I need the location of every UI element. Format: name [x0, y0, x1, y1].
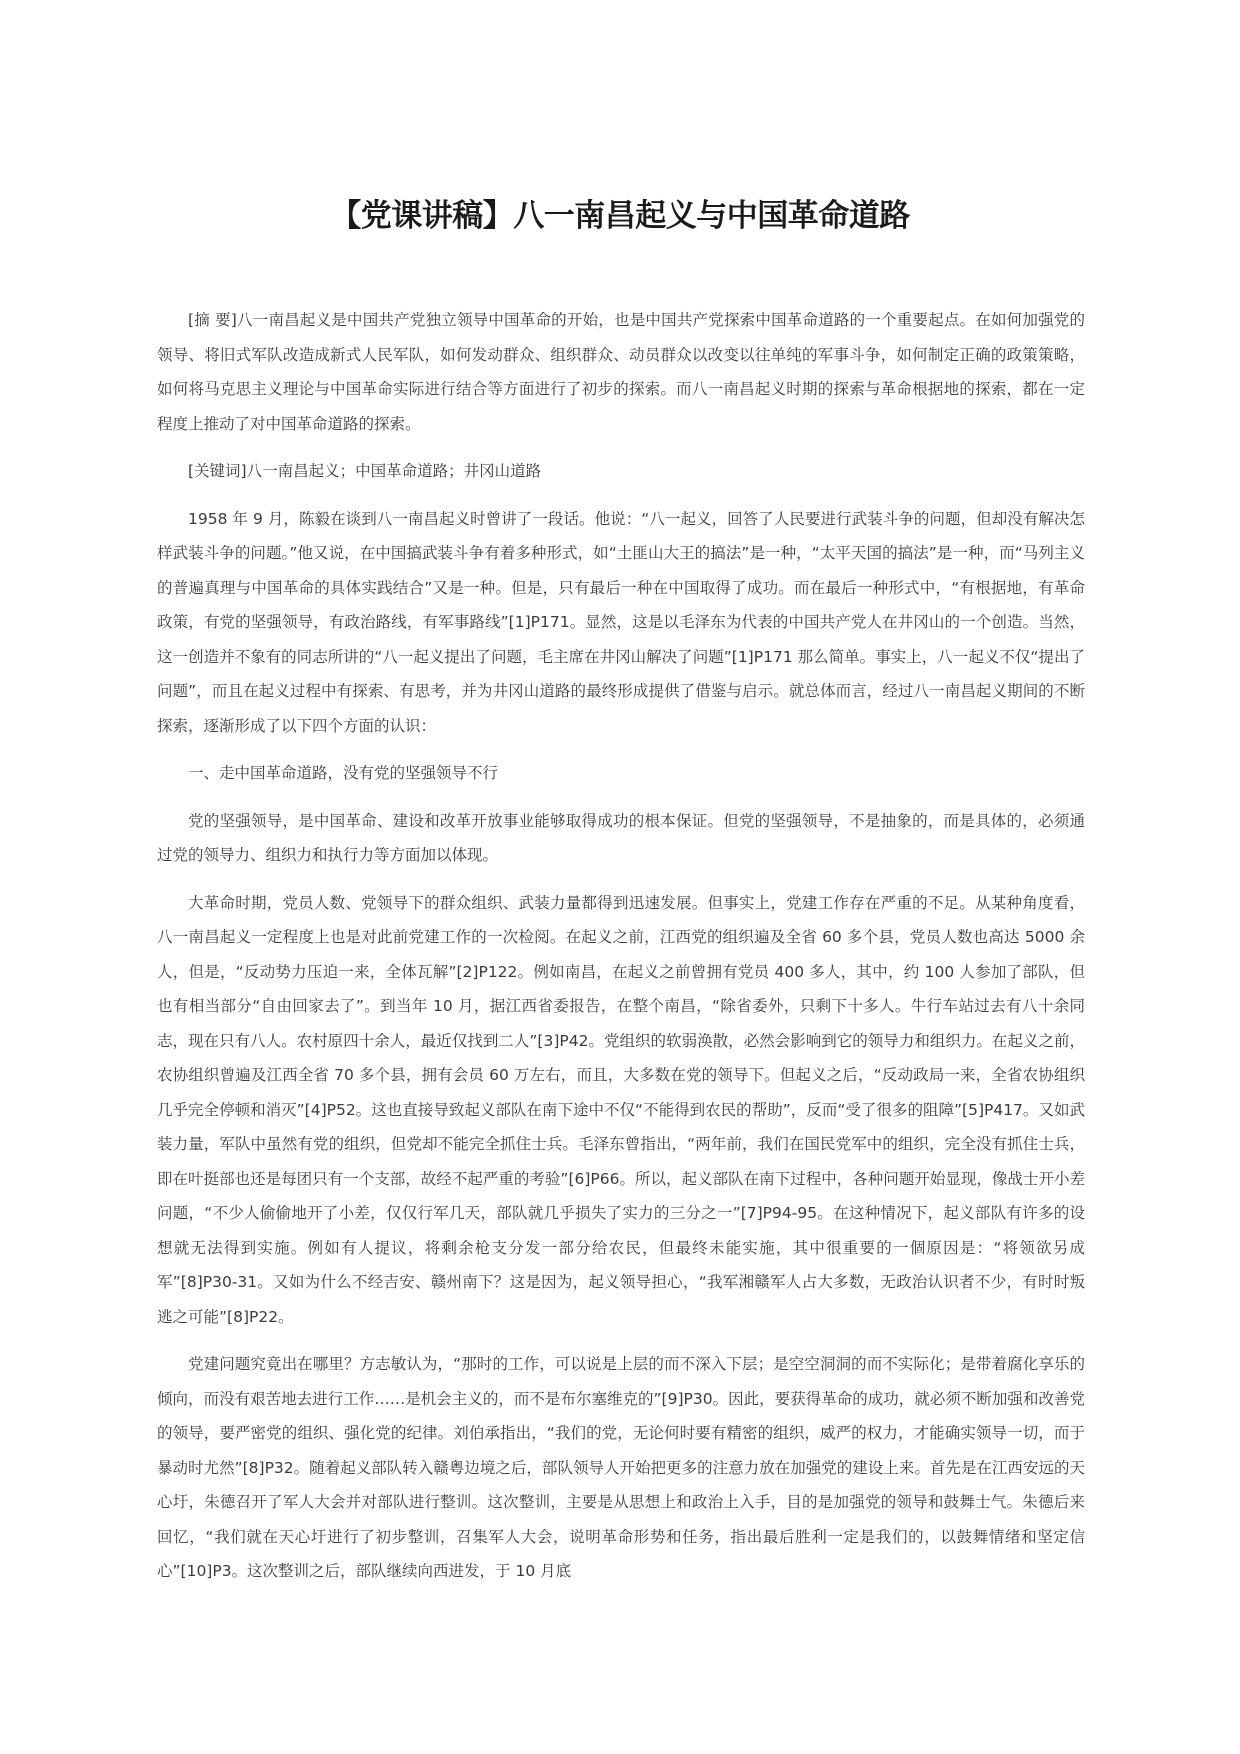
abstract-paragraph: [摘 要]八一南昌起义是中国共产党独立领导中国革命的开始，也是中国共产党探索中国革命道路的一个重要起点。在如何加强党的领导、将旧式军队改造成新式人民军队，如何发动群众、组织群众、动员群众以改变以往单纯的军事斗争，如何制定正确的政策策略，如何将马克思主义理论与中国革命实际进行结合等方面进行了初步的探索。而八一南昌起义时期的探索与革命根据地的探索，都在一定程度上推动了对中国革命道路的探索。	[157, 311, 1085, 433]
body-paragraph: 大革命时期，党员人数、党领导下的群众组织、武装力量都得到迅速发展。但事实上，党建工作存在严重的不足。从某种角度看，八一南昌起义一定程度上也是对此前党建工作的一次检阅。在起义之前，江西党的组织遍及全省 60 多个县，党员人数也高达 5000 余人，但是，“反动势力压迫一来，全体瓦解”[2]P122。例如南昌，在起义之前曾拥有党员 400 多人，其中，约 100 人参加了部队，但也有相当部分“自由回家去了”。到当年 10 月，据江西省委报告，在整个南昌，“除省委外，只剩下十多人。牛行车站过去有八十余同志，现在只有八人。农村原四十余人，最近仅找到二人”[3]P42。党组织的软弱涣散，必然会影响到它的领导力和组织力。在起义之前，农协组织曾遍及江西全省 70 多个县，拥有会员 60 万左右，而且，大多数在党的领导下。但起义之后，“反动政局一来，全省农协组织几乎完全停顿和消灭”[4]P52。这也直接导致起义部队在南下途中不仅“不能得到农民的帮助”，反而“受了很多的阻障”[5]P417。又如武装力量，军队中虽然有党的组织，但党却不能完全抓住士兵。毛泽东曾指出，“两年前，我们在国民党军中的组织，完全没有抓住士兵，即在叶挺部也还是每团只有一个支部，故经不起严重的考验”[6]P66。所以，起义部队在南下过程中，各种问题开始显现，像战士开小差问题，“不少人偷偷地开了小差，仅仅行军几天，部队就几乎损失了实力的三分之一”[7]P94-95。在这种情况下，起义部队有许多的设想就无法得到实施。例如有人提议，将剩余枪支分发一部分给农民，但最终未能实施，其中很重要的一個原因是：“将领欲另成军”[8]P30-31。又如为什么不经吉安、赣州南下？这是因为，起义领导担心，“我军湘赣军人占大多数，无政治认识者不少，有时时叛逃之可能”[8]P22。	[157, 893, 1085, 1326]
section-heading: 一、走中国革命道路，没有党的坚强领导不行	[188, 764, 499, 782]
document-title: 【党课讲稿】八一南昌起义与中国革命道路	[330, 198, 910, 234]
body-paragraph: 党的坚强领导，是中国革命、建设和改革开放事业能够取得成功的根本保证。但党的坚强领导，不是抽象的，而是具体的，必须通过党的领导力、组织力和执行力等方面加以体现。	[157, 811, 1085, 864]
body-paragraph: 党建问题究竟出在哪里？方志敏认为，“那时的工作，可以说是上层的而不深入下层；是空空洞洞的而不实际化；是带着腐化享乐的倾向，而没有艰苦地去进行工作……是机会主义的，而不是布尔塞维克的”[9]P30。因此，要获得革命的成功，就必须不断加强和改善党的领导，要严密党的组织、强化党的纪律。刘伯承指出，“我们的党，无论何时要有精密的组织，威严的权力，才能确实领导一切，而于暴动时尤然”[8]P32。随着起义部队转入赣粤边境之后，部队领导人开始把更多的注意力放在加强党的建设上来。首先是在江西安远的天心圩，朱德召开了军人大会并对部队进行整训。这次整训，主要是从思想上和政治上入手，目的是加强党的领导和鼓舞士气。朱德后来回忆，“我们就在天心圩进行了初步整训，召集军人大会，说明革命形势和任务，指出最后胜利一定是我们的，以鼓舞情绪和坚定信心”[10]P3。这次整训之后，部队继续向西进发，于 10 月底	[157, 1355, 1085, 1580]
document-body	[157, 303, 1085, 1602]
body-paragraph: 1958 年 9 月，陈毅在谈到八一南昌起义时曾讲了一段话。他说：“八一起义，回答了人民要进行武装斗争的问题，但却没有解决怎样武装斗争的问题。”他又说，在中国搞武装斗争有着多种形式，如“土匪山大王的搞法”是一种，“太平天国的搞法”是一种，而“马列主义的普遍真理与中国革命的具体实践结合”又是一种。但是，只有最后一种在中国取得了成功。而在最后一种形式中，“有根据地，有革命政策，有党的坚强领导，有政治路线，有军事路线”[1]P171。显然，这是以毛泽东为代表的中国共产党人在井冈山的一个创造。当然，这一创造并不象有的同志所讲的“八一起义提出了问题，毛主席在井冈山解决了问题”[1]P171 那么简单。事实上，八一起义不仅“提出了问题”，而且在起义过程中有探索、有思考，并为井冈山道路的最终形成提供了借鉴与启示。就总体而言，经过八一南昌起义期间的不断探索，逐渐形成了以下四个方面的认识：	[157, 509, 1085, 735]
keywords-paragraph: [关键词]八一南昌起义；中国革命道路；井冈山道路	[188, 462, 542, 480]
